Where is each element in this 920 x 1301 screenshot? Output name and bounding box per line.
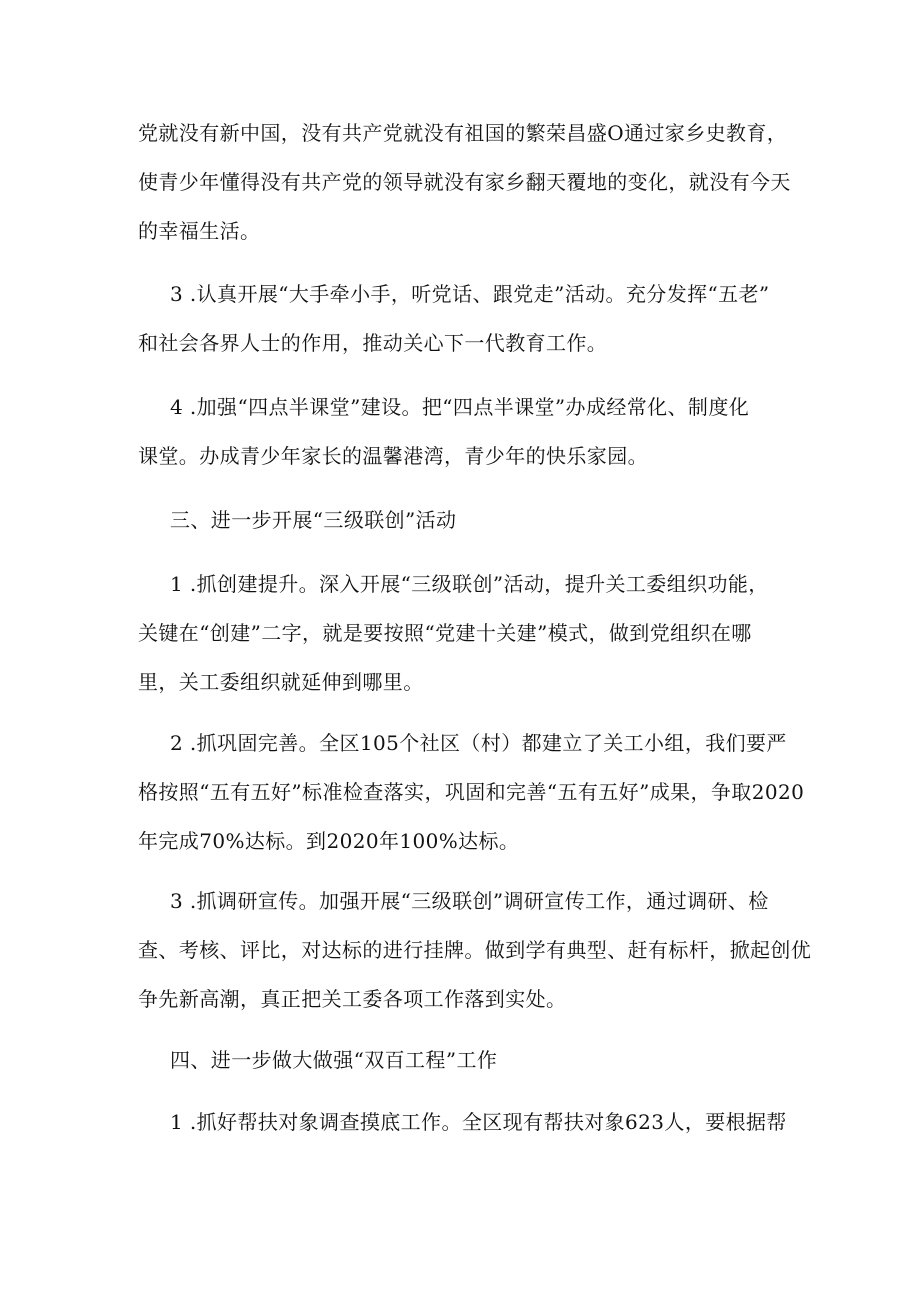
paragraph-item-1-survey: [138, 1098, 798, 1147]
text-line: 年完成70%达标。到2020年100%达标。: [138, 829, 520, 853]
text-line: 和社会各界人士的作用，推动关心下一代教育工作。: [138, 331, 608, 355]
heading-line: 四、进一步做大做强“双百工程”工作: [170, 1048, 498, 1072]
paragraph-item-1-create: [138, 560, 798, 707]
text-line: 2 .抓巩固完善。全区105个社区（村）都建立了关工小组，我们要严: [170, 731, 787, 755]
text-line: 使青少年懂得没有共产党的领导就没有家乡翻天覆地的变化，就没有今天: [138, 170, 791, 194]
text-line: 1 .抓创建提升。深入开展“三级联创”活动，提升关工委组织功能，: [170, 572, 769, 596]
paragraph-item-3-activity: [138, 270, 798, 368]
text-line: 里，关工委组织就延伸到哪里。: [138, 670, 424, 694]
paragraph-item-3-research: [138, 877, 812, 1024]
paragraph-continuation: [138, 109, 798, 256]
text-line: 争先新高潮，真正把关工委各项工作落到实处。: [138, 987, 567, 1011]
text-line: 查、考核、评比，对达标的进行挂牌。做到学有典型、赶有标杆，掀起创优: [138, 938, 812, 962]
text-line: 关键在“创建”二字，就是要按照“党建十关建”模式，做到党组织在哪: [138, 621, 752, 645]
text-line: 3 .认真开展“大手牵小手，听党话、跟党走”活动。充分发挥“五老”: [170, 282, 770, 306]
heading-line: 三、进一步开展“三级联创”活动: [170, 508, 457, 532]
text-line: 课堂。办成青少年家长的温馨港湾，青少年的快乐家园。: [138, 444, 648, 468]
text-line: 的幸福生活。: [138, 219, 261, 243]
text-line: 3 .抓调研宣传。加强开展“三级联创”调研宣传工作，通过调研、检: [170, 889, 769, 913]
paragraph-item-4-classroom: [138, 383, 798, 481]
text-line: 格按照“五有五好”标准检查落实，巩固和完善“五有五好”成果，争取2020: [138, 780, 805, 804]
paragraph-item-2-consolidate: [138, 719, 805, 866]
text-line: 4 .加强“四点半课堂”建设。把“四点半课堂”办成经常化、制度化: [170, 395, 750, 419]
section-heading-3: [138, 496, 798, 545]
text-line: 党就没有新中国，没有共产党就没有祖国的繁荣昌盛O通过家乡史教育，: [138, 121, 788, 145]
text-line: 1 .抓好帮扶对象调查摸底工作。全区现有帮扶对象623人，要根据帮: [170, 1110, 787, 1134]
section-heading-4: [138, 1036, 798, 1085]
